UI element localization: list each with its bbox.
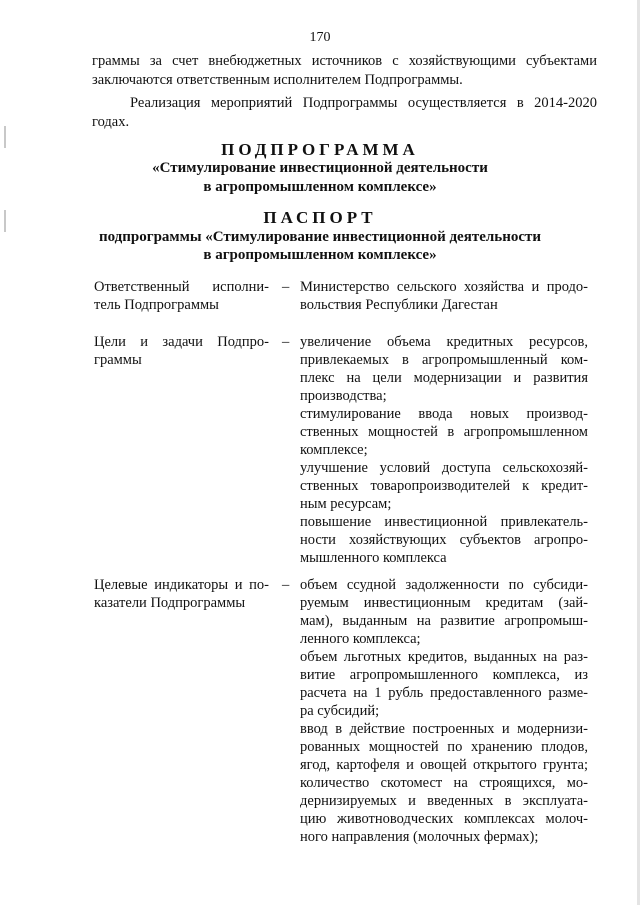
passport-value-line: Министерство сельского хозяйства и продо- [300,279,588,295]
passport-label-line: Ответственный исполни- [94,279,269,295]
passport-value-line: ягод, картофеля и овощей открытого грунта; [300,757,588,773]
page-number: 170 [309,30,331,45]
subprogram-heading: ПОДПРОГРАММА [221,140,419,159]
passport-label-line: тель Подпрограммы [94,297,219,313]
passport-value-line: рованных мощностей по хранению плодов, [300,739,588,755]
passport-value-line: ленного комплекса; [300,631,421,647]
passport-value-line: комплексе; [300,442,368,458]
passport-value-line: дернизируемых и введенных в эксплуата- [300,793,588,809]
passport-value-line: ности хозяйствующих субъектов агропро- [300,532,588,548]
passport-value-line: объем ссудной задолженности по субсиди- [300,577,588,593]
intro-line: заключаются ответственным исполнителем Подпрограммы. [92,72,463,88]
passport-label-line: Цели и задачи Подпро- [94,334,269,350]
passport-value-line: количество скотомест на строящихся, мо- [300,775,588,791]
passport-value-line: стимулирование ввода новых производ- [300,406,588,422]
passport-value-line: ра субсидий; [300,703,380,719]
passport-label-line: казатели Подпрограммы [94,595,246,611]
intro-line: Реализация мероприятий Подпрограммы осуществляется в 2014-2020 [130,95,597,111]
passport-heading: ПАСПОРТ [263,208,377,227]
intro-line: годах. [92,114,130,130]
passport-title-line: в агропромышленном комплексе» [203,247,437,263]
passport-value-line: ственных мощностей в агропромышленном [300,424,588,440]
passport-value-line: объем льготных кредитов, выданных на раз- [300,649,588,665]
passport-value-line: ным ресурсам; [300,496,392,512]
passport-dash: – [282,334,290,350]
passport-label-line: Целевые индикаторы и по- [94,577,269,593]
passport-value-line: привлекаемых в агропромышленный ком- [300,352,588,368]
passport-value-line: витие агропромышленного комплекса, из [300,667,588,683]
passport-value-line: ввод в действие построенных и модернизи- [300,721,588,737]
passport-value-line: улучшение условий доступа сельскохозяй- [300,460,588,476]
passport-label-line: граммы [94,352,142,368]
subprogram-title-line: «Стимулирование инвестиционной деятельности [152,160,488,176]
subprogram-title-line: в агропромышленном комплексе» [203,179,437,195]
passport-value-line: мышленного комплекса [300,550,447,566]
passport-value-line: плекс на цели модернизации и развития [300,370,588,386]
passport-value-line: расчета на 1 рубль предоставленного разме- [300,685,588,701]
passport-value-line: ственных товаропроизводителей к кредит- [300,478,588,494]
passport-value-line: мам), выданным на развитие агропромыш- [300,613,588,629]
passport-value-line: руемым инвестиционным кредитам (зай- [300,595,588,611]
passport-value-line: ного направления (молочных фермах); [300,829,539,845]
passport-value-line: увеличение объема кредитных ресурсов, [300,334,588,350]
passport-dash: – [282,577,290,593]
passport-value-line: производства; [300,388,387,404]
passport-dash: – [282,279,290,295]
passport-value-line: цию животноводческих комплексах молоч- [300,811,588,827]
passport-value-line: вольствия Республики Дагестан [300,297,498,313]
passport-value-line: повышение инвестиционной привлекатель- [300,514,588,530]
intro-line: граммы за счет внебюджетных источников с хозяйствующими субъектами [92,53,597,69]
passport-title-line: подпрограммы «Стимулирование инвестиционной деятельности [98,229,542,245]
